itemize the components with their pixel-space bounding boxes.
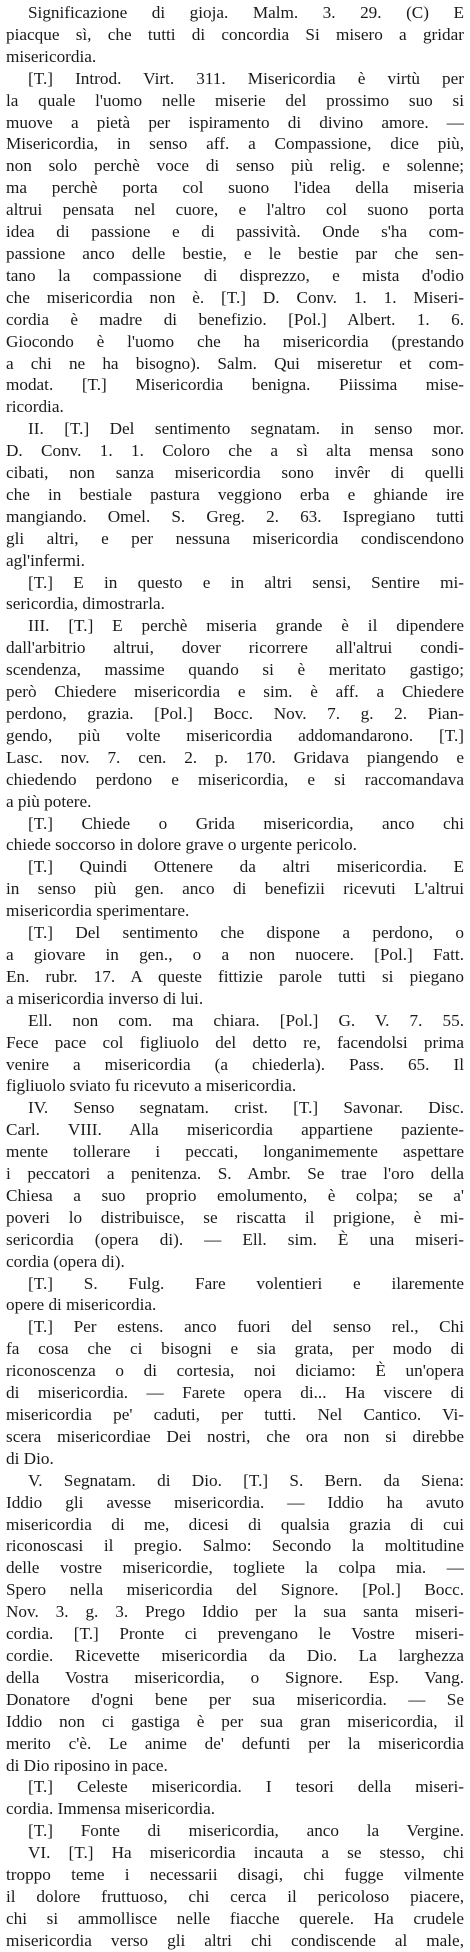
text-line: cordia è madre di benefizio. [Pol.] Albert. 1. 6. (6, 309, 464, 329)
text-line: modat. [T.] Misericordia benigna. Piissima mise- (6, 375, 464, 395)
text-line: [T.] Introd. Virt. 311. Misericordia è virtù per (28, 68, 464, 88)
text-line: che misericordia non è. [T.] D. Conv. 1. 1. Miseri- (6, 287, 464, 307)
text-line: cordie. Ricevette misericordia da Dio. La larghezza (6, 1645, 464, 1665)
text-line: a più potere. (6, 791, 92, 811)
text-line: [T.] S. Fulg. Fare volentieri e ilaremente (28, 1273, 464, 1293)
text-line: chi si ammollisce nelle fiacche querele. Ha crudele (6, 1908, 464, 1928)
text-line: sericordia (opera di). — Ell. sim. È una miseri- (6, 1229, 464, 1249)
text-line: altrui pensata nel cuore, e l'altro col suono porta (6, 200, 464, 220)
text-line: figliuolo sviato fu ricevuto a misericordia. (6, 1076, 297, 1096)
text-line: perdono, grazia. [Pol.] Bocc. Nov. 7. g. 2. Pian- (6, 704, 464, 723)
text-line: Misericordia, in senso aff. a Compassione, dice più, (6, 134, 464, 154)
text-line: [T.] E in questo e in altri sensi, Sentire mi- (28, 572, 464, 592)
text-line: la quale l'uomo nelle miserie del prossimo suo si (6, 90, 464, 110)
text-line: Donatore d'ogni bene per sua misericordia. — Se (6, 1689, 464, 1709)
text-line: gli altri, e per nessuna misericordia condiscendono (6, 528, 464, 548)
text-line: misericordia. (6, 46, 97, 66)
text-line: Significazione di gioja. Malm. 3. 29. (C) E (28, 3, 464, 22)
text-line: cordia (opera di). (6, 1251, 125, 1271)
text-line: Iddio gli avesse misericordia. — Iddio ha avuto (6, 1492, 464, 1512)
text-line: della Vostra misericordia, o Signore. Esp. Vang. (6, 1667, 464, 1687)
text-line: [T.] Fonte di misericordia, anco la Vergine. (28, 1821, 464, 1841)
text-line: chiede soccorso in dolore grave o urgente pericolo. (6, 835, 357, 855)
text-line: idea di passione e di passività. Onde s'ha com- (6, 222, 464, 242)
text-line: venire a misericordia (a chiederla). Pass. 65. Il (6, 1054, 464, 1074)
text-line: mangiando. Omel. S. Greg. 2. 63. Ispregiano tutti (6, 506, 464, 526)
text-line: misericordia verso gli altri chi condiscende al male, (6, 1930, 464, 1950)
text-line: muove a pietà per ispiramento di divino amore. — (6, 112, 464, 132)
text-line: troppo teme i necessarii disagi, chi fugge vilmente (6, 1865, 464, 1885)
text-line: gendo, più volte misericordia addomandarono. [T.] (6, 725, 464, 745)
text-line: V. Segnatam. di Dio. [T.] S. Bern. da Siena: (28, 1470, 464, 1490)
text-line: non solo perchè voce di senso più relig. e solenne; (6, 156, 464, 176)
text-line: i peccatori a penitenza. S. Ambr. Se trae l'oro della (6, 1164, 464, 1184)
text-line: II. [T.] Del sentimento segnatam. in senso mor. (28, 419, 464, 439)
text-line: a misericordia inverso di lui. (6, 988, 204, 1008)
text-line: fa cosa che ci bisogni e sia grata, per modo di (6, 1339, 464, 1359)
text-line: Lasc. nov. 7. cen. 2. p. 170. Gridava piangendo e (6, 747, 464, 767)
text-line: riconoscenza o di cortesia, noi diciamo: È un'opera (6, 1361, 464, 1381)
text-line: però Chiedere misericordia e sim. è aff. a Chiedere (6, 682, 464, 702)
text-line: Iddio non ci gastiga è per sua gran misericordia, il (6, 1711, 464, 1731)
text-line: agl'infermi. (6, 550, 85, 570)
text-line: merito c'è. Le anime de' defunti per la misericordia (6, 1733, 464, 1753)
text-line: mente tollerare i peccati, longanimemente aspettare (6, 1142, 464, 1162)
text-line: piacque sì, che tutti di concordia Si misero a gridar (6, 24, 464, 44)
entry-text (6, 2, 464, 1952)
text-line: cibati, non sanza misericordia sono invêr di quelli (6, 463, 464, 483)
text-line: Nov. 3. g. 3. Prego Iddio per la sua santa miseri- (6, 1602, 464, 1622)
text-line: chiedendo perdono e misericordia, e si raccomandava (6, 769, 464, 789)
text-line: Fece pace col figliuolo del detto re, facendolsi prima (6, 1032, 464, 1052)
text-line: [T.] Celeste misericordia. I tesori della miseri- (28, 1777, 464, 1797)
text-line: Chiesa a suo proprio emolumento, è colpa; se a' (6, 1185, 464, 1205)
text-line: sericordia, dimostrarla. (6, 594, 165, 614)
text-line: [T.] Del sentimento che dispone a perdono, o (28, 923, 464, 943)
text-line: opere di misericordia. (6, 1295, 157, 1315)
text-line: Carl. VIII. Alla misericordia appartiene paziente- (6, 1120, 464, 1140)
text-line: misericordia di me, dicesi di qualsia grazia di cui (6, 1514, 464, 1534)
text-line: [T.] Chiede o Grida misericordia, anco chi (28, 813, 464, 833)
text-line: ma perchè porta col suono l'idea della miseria (6, 178, 464, 198)
text-line: misericordia pe' caduti, per tutti. Nel Cantico. Vi- (6, 1405, 464, 1424)
text-line: Ell. non com. ma chiara. [Pol.] G. V. 7. 55. (28, 1010, 464, 1030)
text-line: poveri lo distribuisce, se riscatta il prigione, è mi- (6, 1207, 464, 1227)
text-line: Giocondo è l'uomo che ha misericordia (prestando (6, 331, 464, 351)
text-line: VI. [T.] Ha misericordia incauta a se stesso, chi (28, 1843, 464, 1863)
text-line: a giovare in gen., o a non nuocere. [Pol.] Fatt. (6, 944, 464, 964)
text-line: che in bestiale pastura veggiono erba e ghiande ire (6, 484, 464, 504)
text-line: il dolore fruttuoso, chi cerca il pericoloso piacere, (6, 1886, 464, 1906)
text-line: in senso più gen. anco di benefizii ricevuti L'altrui (6, 879, 464, 899)
text-line: passione anco delle bestie, e le bestie par che sen- (6, 243, 464, 263)
text-line: cordia. [T.] Pronte ci prevengano le Vostre miseri- (6, 1624, 464, 1644)
text-line: dall'arbitrio altrui, dover ricorrere all'altrui condi- (6, 638, 464, 658)
text-line: a chi ne ha bisogno). Salm. Qui miseretur et com- (6, 353, 464, 373)
text-line: III. [T.] E perchè miseria grande è il dipendere (28, 616, 464, 636)
text-line: di Dio. (6, 1448, 54, 1468)
text-line: D. Conv. 1. 1. Coloro che a sì alta mensa sono (6, 441, 464, 461)
text-line: delle vostre misericordie, togliete la colpa mia. — (6, 1558, 464, 1578)
text-line: ricordia. (6, 397, 64, 417)
text-line: En. rubr. 17. A queste fittizie parole tutti si piegano (6, 966, 464, 986)
text-line: scera misericordiae Dei nostri, che ora non si direbbe (6, 1426, 464, 1446)
text-line: di Dio riposino in pace. (6, 1755, 168, 1775)
text-line: tano la compassione di disprezzo, e mista d'odio (6, 265, 464, 285)
text-line: cordia. Immensa misericordia. (6, 1799, 216, 1819)
text-line: scendenza, massime quando si è meritato gastigo; (6, 660, 464, 680)
text-line: di misericordia. — Farete opera di... Ha viscere di (6, 1383, 464, 1403)
text-line: [T.] Per estens. anco fuori del senso rel., Chi (28, 1317, 464, 1337)
text-line: [T.] Quindi Ottenere da altri misericordia. E (28, 857, 464, 877)
text-line: riconoscasi il pregio. Salmo: Secondo la moltitudine (6, 1536, 464, 1556)
text-line: Spero nella misericordia del Signore. [Pol.] Bocc. (6, 1580, 464, 1600)
text-line: IV. Senso segnatam. crist. [T.] Savonar. Disc. (28, 1098, 464, 1118)
text-line: misericordia sperimentare. (6, 901, 190, 921)
